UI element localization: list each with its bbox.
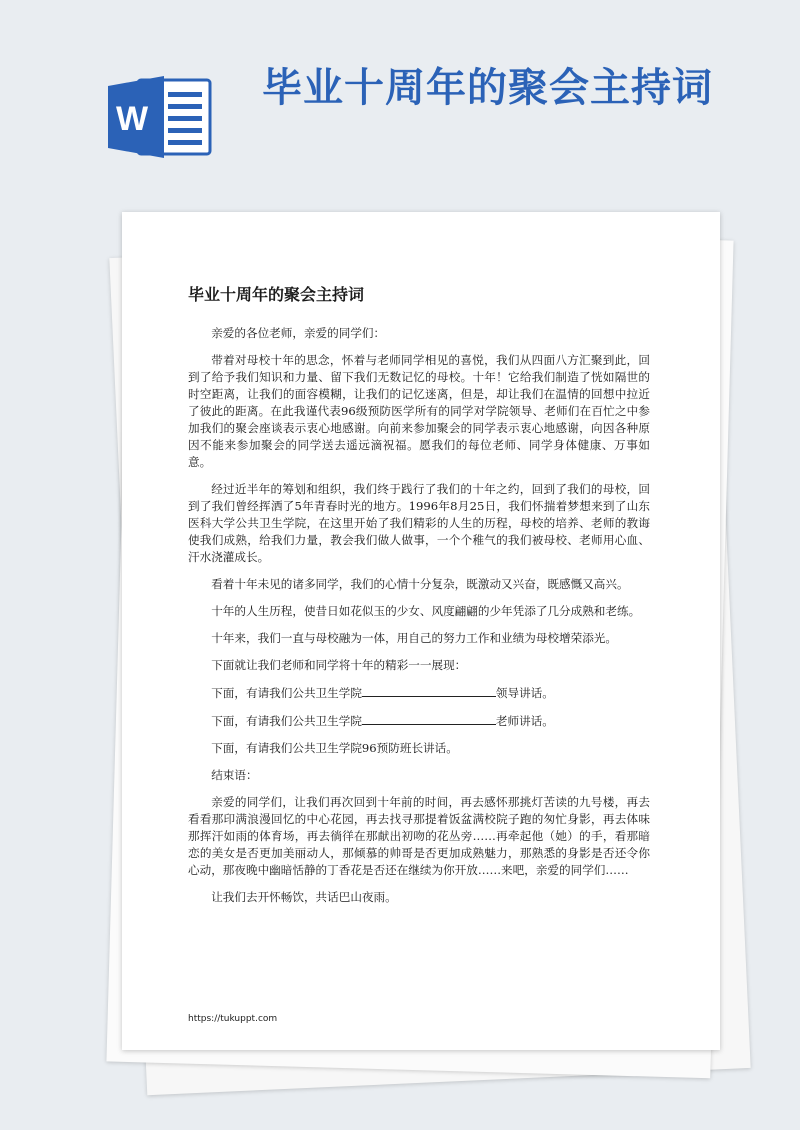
speech-line-suffix: 领导讲话。 <box>495 686 554 700</box>
word-document-icon <box>108 76 214 158</box>
document-body <box>188 286 650 916</box>
greeting: 亲爱的各位老师，亲爱的同学们： <box>211 326 386 340</box>
document-page <box>122 212 720 1050</box>
closing-paragraph: 亲爱的同学们，让我们再次回到十年前的时间，再去感怀那挑灯苦读的九号楼，再去看看那印满浪漫回忆的中心花园，再去找寻那提着饭盆满校院子跑的匆忙身影，再去体味那挥汗如雨的体育场，再去徜徉在那献出初吻的花丛旁……再牵起他（她）的手，看那暗恋的美女是否更加美丽动人，那倾慕的帅哥是否更加成熟魅力，那熟悉的身影是否还令你心动，那夜晚中幽暗恬静的丁香花是否还在继续为你开放……来吧，亲爱的同学们…… <box>188 795 650 877</box>
fill-in-blank <box>362 712 496 725</box>
paragraph-intro: 带着对母校十年的思念，怀着与老师同学相见的喜悦，我们从四面八方汇聚到此，回到了给予我们知识和力量、留下我们无数记忆的母校。十年！它给我们制造了恍如隔世的时空距离，让我们的面容模糊，让我们的记忆迷离，但是，却让我们在温情的回想中拉近了彼此的距离。在此我谨代表96级预防医学所有的同学对学院领导、老师们在百忙之中参加我们的聚会座谈表示衷心地感谢。向前来参加聚会的同学表示衷心地感谢，向因各种原因不能来参加聚会的同学送去遥远滴祝福。愿我们的每位老师、同学身体健康、万事如意。 <box>188 353 650 469</box>
speech-line-leader <box>188 684 650 702</box>
paragraph-history: 经过近半年的筹划和组织，我们终于践行了我们的十年之约，回到了我们的母校，回到了我们曾经挥洒了5年青春时光的地方。1996年8月25日，我们怀揣着梦想来到了山东医科大学公共卫生学院，在这里开始了我们精彩的人生的历程，母校的培养、老师的教诲使我们成熟，给我们力量，教会我们做人做事，一个个稚气的我们被母校、老师用心血、汗水浇灌成长。 <box>188 482 650 564</box>
word-icon-letter: W <box>116 100 149 138</box>
speech-line-class-leader: 下面，有请我们公共卫生学院96预防班长讲话。 <box>211 741 458 755</box>
source-url: https://tukuppt.com <box>188 1014 278 1024</box>
closing-final-line: 让我们去开怀畅饮，共话巴山夜雨。 <box>211 890 397 904</box>
paragraph-transition: 下面就让我们老师和同学将十年的精彩一一展现： <box>211 658 467 672</box>
paragraph-feelings: 看着十年未见的诸多同学，我们的心情十分复杂，既激动又兴奋，既感慨又高兴。 <box>211 577 629 591</box>
document-title: 毕业十周年的聚会主持词 <box>188 285 365 304</box>
paragraph-honor: 十年来，我们一直与母校融为一体，用自己的努力工作和业绩为母校增荣添光。 <box>211 631 617 645</box>
paragraph-growth: 十年的人生历程，使昔日如花似玉的少女、风度翩翩的少年凭添了几分成熟和老练。 <box>211 604 641 618</box>
page-title: 毕业十周年的聚会主持词 <box>262 65 713 111</box>
speech-line-prefix: 下面，有请我们公共卫生学院 <box>211 714 362 728</box>
speech-line-prefix: 下面，有请我们公共卫生学院 <box>211 686 362 700</box>
fill-in-blank <box>362 684 496 697</box>
header-banner <box>0 0 800 200</box>
closing-label: 结束语： <box>211 768 258 782</box>
speech-line-teacher <box>188 712 650 730</box>
speech-line-suffix: 老师讲话。 <box>495 714 554 728</box>
